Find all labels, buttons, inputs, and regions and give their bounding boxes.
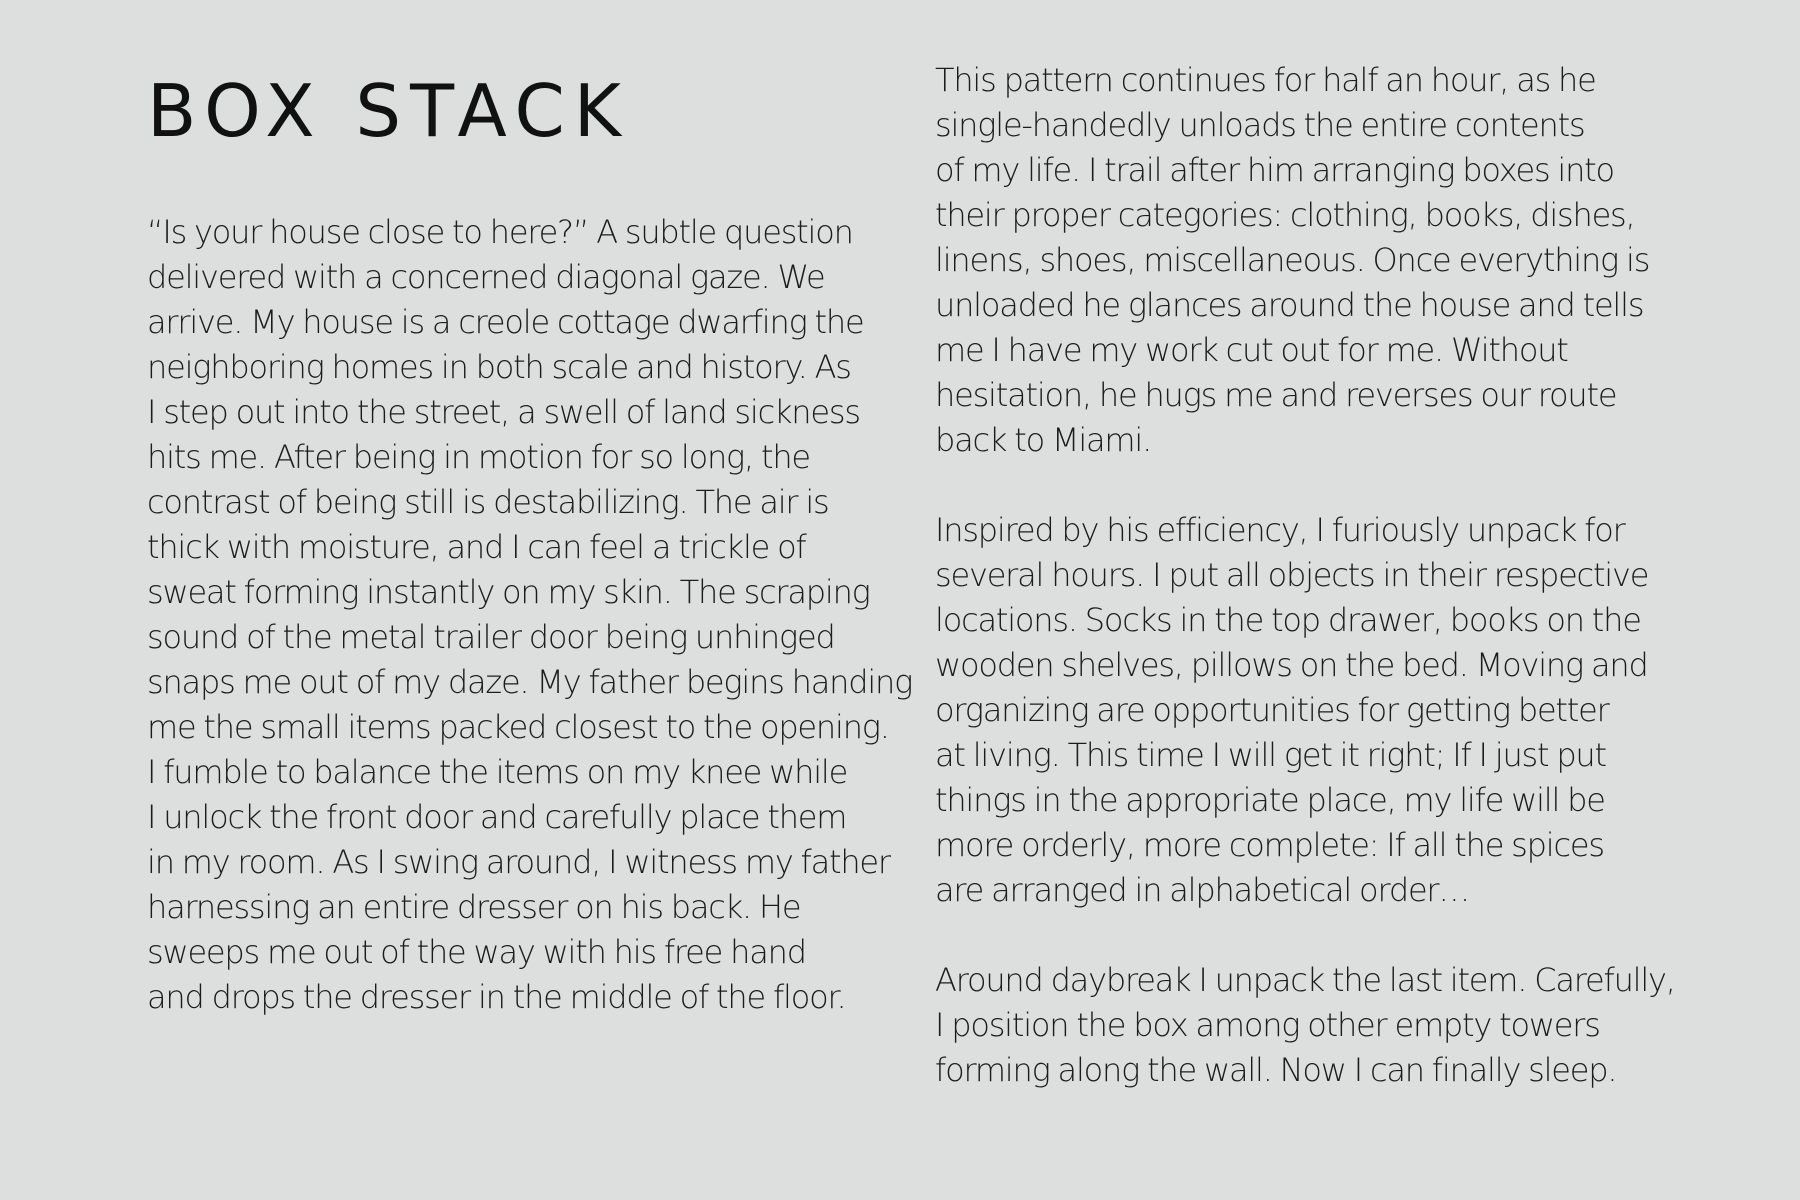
text-line: hesitation, he hugs me and reverses our route [935,376,1617,414]
text-line: I step out into the street, a swell of land sickness [147,393,860,431]
text-line: more orderly, more complete: If all the spices [935,826,1604,864]
text-line: neighboring homes in both scale and history. As [147,348,851,386]
text-line: in my room. As I swing around, I witness my father [147,843,890,881]
text-line: organizing are opportunities for getting better [935,691,1609,729]
text-line: This pattern continues for half an hour, as he [935,61,1596,99]
paragraph [935,58,1675,463]
text-line: “Is your house close to here?” A subtle question [147,213,853,251]
text-line: sound of the metal trailer door being unhinged [147,618,835,656]
paragraph [935,958,1675,1093]
text-line: sweeps me out of the way with his free hand [147,933,806,971]
text-line: harnessing an entire dresser on his back. He [147,888,801,926]
text-line: and drops the dresser in the middle of the floor. [147,978,846,1016]
text-line: I position the box among other empty towers [935,1006,1600,1044]
text-line: things in the appropriate place, my life will be [935,781,1605,819]
right-text-column [935,58,1675,1093]
text-line: me I have my work cut out for me. Without [935,331,1568,369]
text-line: back to Miami. [935,421,1152,459]
text-line: several hours. I put all objects in their respective [935,556,1649,594]
text-line: hits me. After being in motion for so long, the [147,438,810,476]
left-text-column [147,210,913,1020]
text-line: Inspired by his efficiency, I furiously unpack for [935,511,1625,549]
text-line: delivered with a concerned diagonal gaze. We [147,258,825,296]
text-line: their proper categories: clothing, books, dishes, [935,196,1635,234]
text-line: thick with moisture, and I can feel a trickle of [147,528,806,566]
text-line: I fumble to balance the items on my knee while [147,753,848,791]
paragraph [147,210,913,1020]
text-line: of my life. I trail after him arranging boxes into [935,151,1614,189]
text-line: single-handedly unloads the entire contents [935,106,1585,144]
text-line: Around daybreak I unpack the last item. Carefully, [935,961,1675,999]
text-line: locations. Socks in the top drawer, books on the [935,601,1641,639]
page-title: BOX STACK [147,69,630,153]
text-line: sweat forming instantly on my skin. The scraping [147,573,870,611]
text-line: forming along the wall. Now I can finally sleep. [935,1051,1617,1089]
text-line: I unlock the front door and carefully place them [147,798,847,836]
text-line: wooden shelves, pillows on the bed. Moving and [935,646,1648,684]
text-line: linens, shoes, miscellaneous. Once everything is [935,241,1650,279]
text-line: contrast of being still is destabilizing. The air is [147,483,829,521]
text-line: arrive. My house is a creole cottage dwarfing the [147,303,864,341]
text-line: snaps me out of my daze. My father begins handing [147,663,913,701]
text-line: at living. This time I will get it right; If I just put [935,736,1606,774]
text-line: me the small items packed closest to the opening. [147,708,889,746]
text-line: are arranged in alphabetical order… [935,871,1470,909]
paragraph [935,508,1675,913]
text-line: unloaded he glances around the house and tells [935,286,1644,324]
